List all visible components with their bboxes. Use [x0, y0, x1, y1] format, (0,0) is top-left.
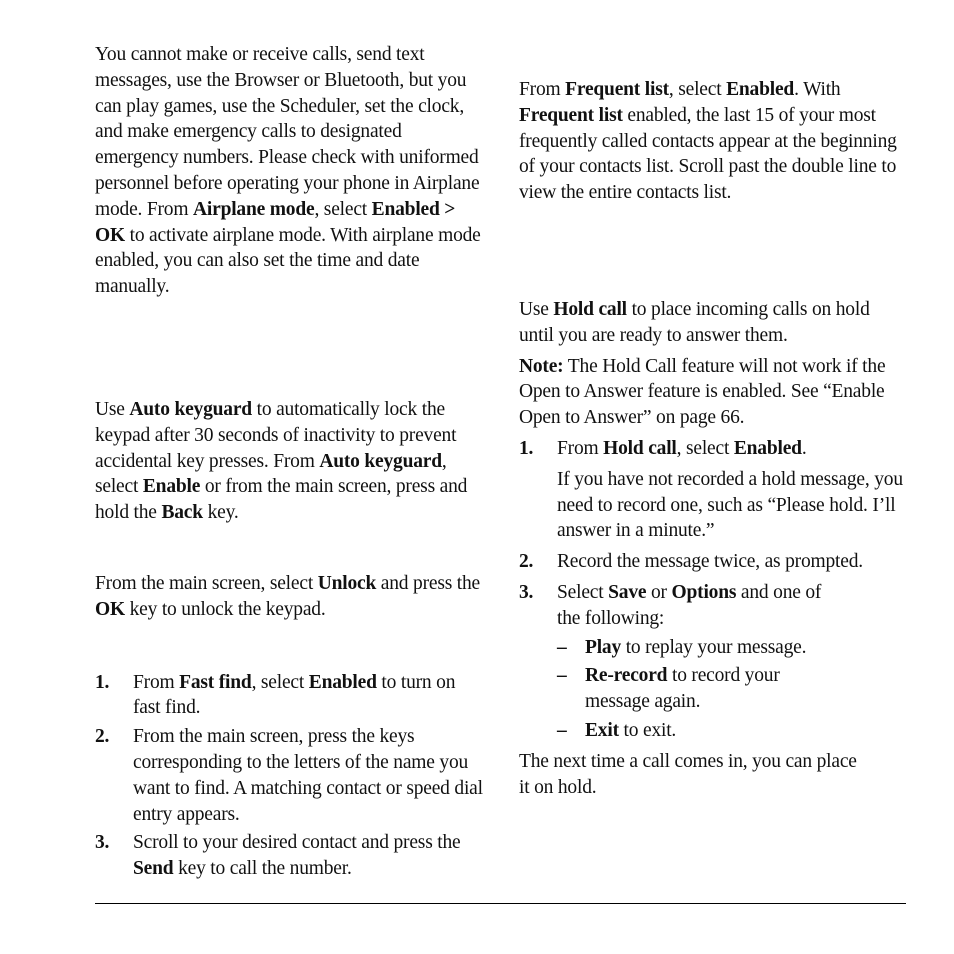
fast-find-steps: [95, 670, 483, 882]
list-item: 2. Record the message twice, as prompted.: [519, 551, 863, 573]
left-column: [95, 42, 483, 882]
list-item: 3. Scroll to your desired contact and press the Send key to call the number.: [95, 832, 461, 880]
enabled-ok-option: Enabled > OK: [95, 198, 456, 246]
right-column: [519, 77, 909, 800]
closing-paragraph: The next time a call comes in, you can place it on hold.: [519, 750, 857, 798]
step-detail: If you have not recorded a hold message, you need to record one, such as “Please hold. I’ll answer in a minute.”: [557, 468, 903, 542]
hold-call-paragraph: Use Hold call to place incoming calls on hold until you are ready to answer them.: [519, 298, 870, 346]
note-paragraph: Note: The Hold Call feature will not work if the Open to Answer feature is enabled. See “Enable Open to Answer” on page 66.: [519, 355, 886, 429]
list-item: – Re-record to record your message again.: [557, 665, 780, 713]
hold-call-steps: [519, 436, 909, 744]
back-key: Back: [161, 502, 203, 524]
footer-rule: [95, 903, 906, 904]
list-item: – Exit to exit.: [557, 719, 677, 741]
note-label: Note:: [519, 355, 564, 377]
enable-option: Enable: [142, 476, 201, 498]
unlock-paragraph: From the main screen, select Unlock and press the OK key to unlock the keypad.: [95, 572, 481, 620]
airplane-mode-menu: Airplane mode: [193, 198, 315, 220]
airplane-mode-paragraph: You cannot make or receive calls, send text messages, use the Browser or Bluetooth, but you can play games, use the Scheduler, set the clock, and make emergency calls to designated emergency numbers. Please check with uniformed personnel before operating your phone in Airplane mode. From Airplane mode, select Enabled > OK to activate airplane mode. With airplane mode enabled, you can also set the time and date manually.: [95, 44, 481, 298]
unlock-option: Unlock: [317, 572, 377, 594]
list-item: 3. Select Save or Options and one of the following:: [519, 581, 822, 629]
ok-key: OK: [95, 598, 125, 620]
auto-keyguard-paragraph: Use Auto keyguard to automatically lock the keypad after 30 seconds of inactivity to prevent accidental key presses. From Auto keyguard, select Enable or from the main screen, press and hold the Back key.: [95, 398, 468, 524]
auto-keyguard-menu: Auto keyguard: [129, 398, 252, 420]
list-item: 1. From Hold call, select Enabled.: [519, 437, 807, 459]
frequent-list-paragraph: From Frequent list, select Enabled. With Frequent list enabled, the last 15 of your most frequently called contacts appear at the beginning of your contacts list. Scroll past the double line to view the entire contacts list.: [519, 79, 897, 204]
auto-keyguard-menu: Auto keyguard: [319, 450, 442, 472]
options-list: [557, 635, 909, 744]
list-item: 1. From Fast find, select Enabled to turn on fast find.: [95, 671, 456, 719]
list-item: – Play to replay your message.: [557, 636, 807, 658]
list-item: 2. From the main screen, press the keys corresponding to the letters of the name you want to find. A matching contact or speed dial entry appears.: [95, 726, 483, 825]
